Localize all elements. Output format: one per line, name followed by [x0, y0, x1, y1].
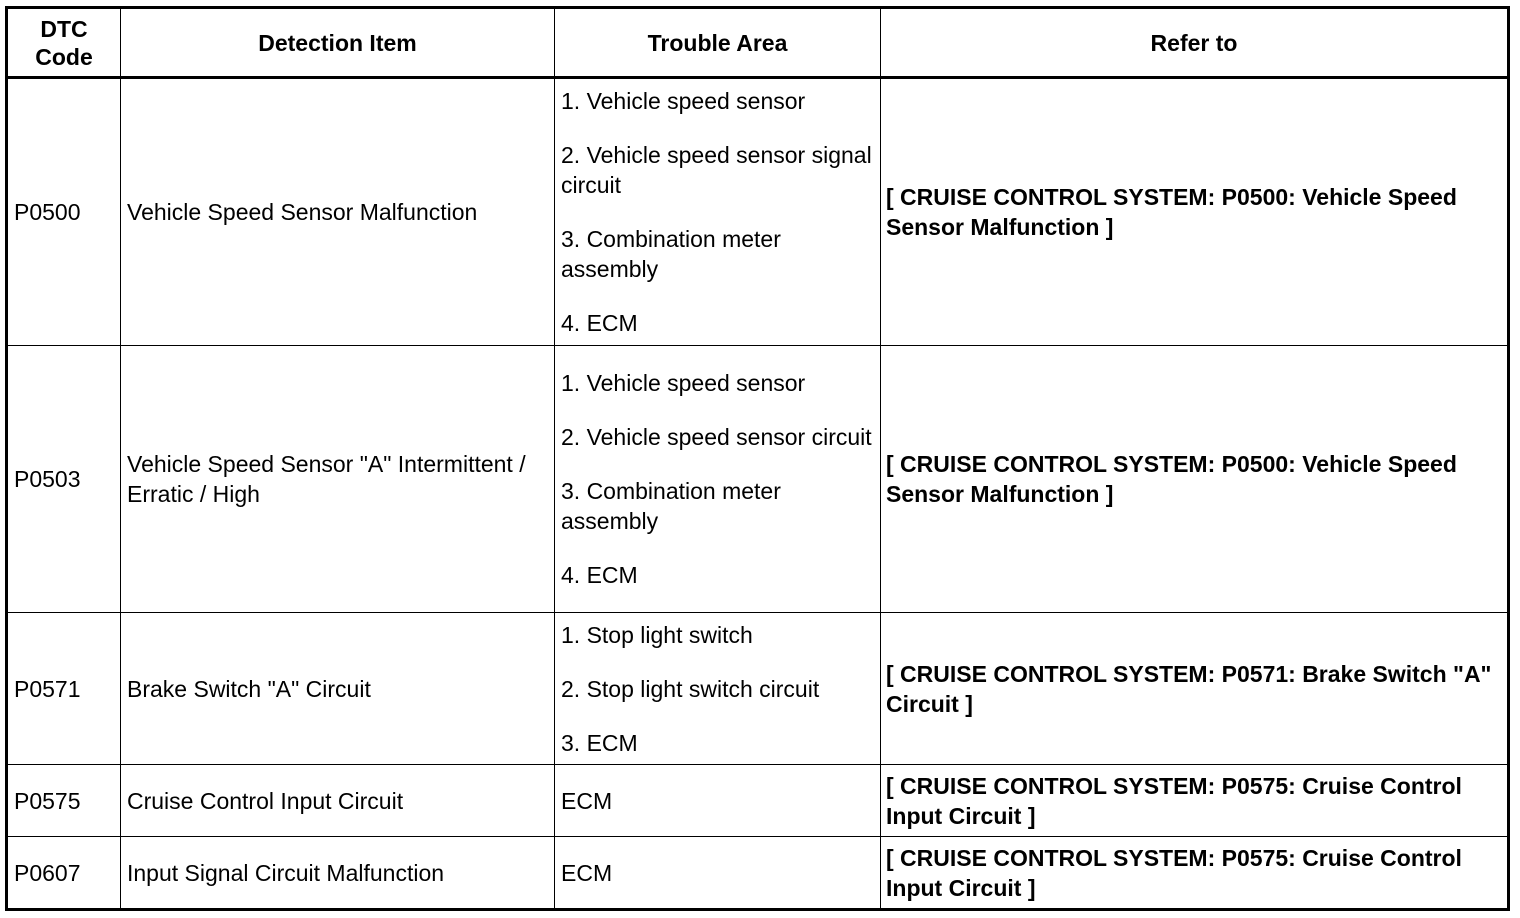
trouble-area-cell: ECM — [555, 765, 881, 837]
table-row — [7, 346, 1509, 613]
trouble-area-item: 1. Vehicle speed sensor — [561, 88, 806, 114]
header-dtc-code-line2: Code — [35, 43, 93, 70]
refer-to-link[interactable]: [ CRUISE CONTROL SYSTEM: P0575: Cruise Control Input Circuit ] — [881, 765, 1509, 837]
header-row — [7, 8, 1509, 78]
trouble-area-item: 3. Combination meter assembly — [561, 226, 781, 282]
dtc-code-cell: P0607 — [7, 837, 121, 910]
trouble-area-cell — [555, 613, 881, 765]
detection-item-cell: Brake Switch "A" Circuit — [121, 613, 555, 765]
dtc-code-cell: P0500 — [7, 78, 121, 346]
trouble-area-item: 4. ECM — [561, 310, 638, 336]
trouble-area-list — [561, 86, 875, 338]
refer-to-link[interactable]: [ CRUISE CONTROL SYSTEM: P0500: Vehicle Speed Sensor Malfunction ] — [881, 78, 1509, 346]
trouble-area-cell — [555, 78, 881, 346]
trouble-area-list — [561, 620, 875, 758]
trouble-area-item: 3. ECM — [561, 729, 638, 756]
detection-item-cell: Vehicle Speed Sensor "A" Intermittent / Erratic / High — [121, 346, 555, 613]
header-detection-item: Detection Item — [121, 8, 555, 78]
trouble-area-item: 3. Combination meter assembly — [561, 478, 781, 534]
header-refer-to: Refer to — [881, 8, 1509, 78]
table-row — [7, 78, 1509, 346]
header-dtc-code — [7, 8, 121, 78]
dtc-code-cell: P0571 — [7, 613, 121, 765]
header-dtc-code-line1: DTC — [40, 15, 88, 42]
dtc-code-cell: P0575 — [7, 765, 121, 837]
dtc-code-cell: P0503 — [7, 346, 121, 613]
table-row — [7, 837, 1509, 910]
trouble-area-item: 2. Vehicle speed sensor signal circuit — [561, 142, 872, 198]
refer-to-link[interactable]: [ CRUISE CONTROL SYSTEM: P0571: Brake Switch "A" Circuit ] — [881, 613, 1509, 765]
header-trouble-area: Trouble Area — [555, 8, 881, 78]
trouble-area-item: 1. Vehicle speed sensor — [561, 370, 806, 396]
refer-to-link[interactable]: [ CRUISE CONTROL SYSTEM: P0575: Cruise Control Input Circuit ] — [881, 837, 1509, 910]
table-row — [7, 613, 1509, 765]
trouble-area-cell — [555, 346, 881, 613]
trouble-area-item: 2. Stop light switch circuit — [561, 675, 820, 702]
detection-item-cell: Cruise Control Input Circuit — [121, 765, 555, 837]
trouble-area-item: 1. Stop light switch — [561, 621, 753, 648]
trouble-area-list — [561, 368, 875, 590]
table-row — [7, 765, 1509, 837]
trouble-area-item: 2. Vehicle speed sensor circuit — [561, 424, 872, 450]
detection-item-cell: Vehicle Speed Sensor Malfunction — [121, 78, 555, 346]
refer-to-link[interactable]: [ CRUISE CONTROL SYSTEM: P0500: Vehicle Speed Sensor Malfunction ] — [881, 346, 1509, 613]
dtc-table — [5, 6, 1510, 911]
detection-item-cell: Input Signal Circuit Malfunction — [121, 837, 555, 910]
trouble-area-item: 4. ECM — [561, 562, 638, 588]
trouble-area-cell: ECM — [555, 837, 881, 910]
